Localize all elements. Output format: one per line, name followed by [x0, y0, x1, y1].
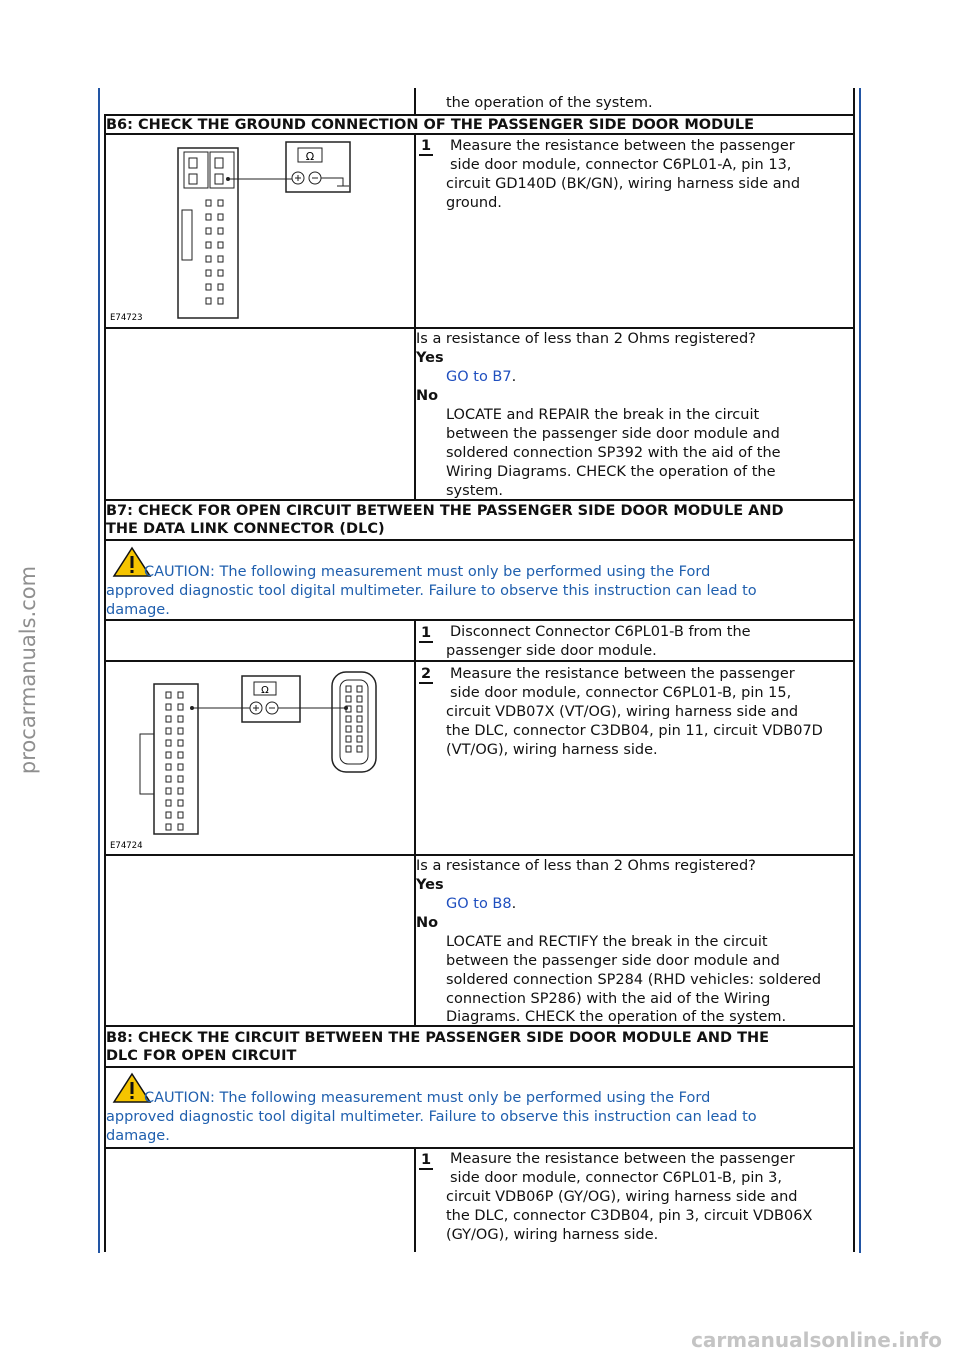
b7-no-label: No [416, 915, 439, 931]
row-rule [104, 1147, 855, 1149]
connector-dlc-diagram [108, 664, 408, 852]
connector-pin [189, 158, 197, 168]
b7-step1-line: passenger side door module. [446, 643, 657, 659]
ohm-symbol: Ω [261, 685, 269, 696]
b8-step1-line: Measure the resistance between the passenger [450, 1151, 795, 1167]
row-rule [104, 1066, 855, 1068]
b6-step1-line: Measure the resistance between the passenger [450, 138, 795, 154]
b7-heading-line: THE DATA LINK CONNECTOR (DLC) [106, 521, 385, 537]
b6-goto-link[interactable]: GO to B7 [446, 369, 512, 385]
b7-no-line: connection SP286) with the aid of the Wiring [446, 991, 771, 1007]
b7-no-line: LOCATE and RECTIFY the break in the circuit [446, 934, 768, 950]
b7-yes-label: Yes [416, 877, 444, 893]
b7-step2-line: the DLC, connector C3DB04, pin 11, circuit VDB07D [446, 723, 823, 739]
b7-step1-line: Disconnect Connector C6PL01-B from the [450, 624, 751, 640]
multimeter [286, 142, 350, 192]
dlc-connector-inner [340, 680, 368, 764]
b6-no-line: system. [446, 483, 504, 499]
b7-caution-line: approved diagnostic tool digital multimeter. Failure to observe this instruction can lead to [106, 583, 757, 599]
b6-heading: B6: CHECK THE GROUND CONNECTION OF THE PASSENGER SIDE DOOR MODULE [106, 117, 755, 133]
b6-no-label: No [416, 388, 439, 404]
connector-pin-13 [215, 174, 223, 184]
b8-step-number: 1 [420, 1152, 432, 1168]
b6-question: Is a resistance of less than 2 Ohms registered? [416, 331, 756, 347]
figure-id: E74724 [110, 841, 143, 851]
right-border-left [104, 114, 106, 1252]
b7-step2-line: (VT/OG), wiring harness side. [446, 742, 658, 758]
b6-step1-line: circuit GD140D (BK/GN), wiring harness side and [446, 176, 801, 192]
column-divider [414, 134, 416, 499]
row-rule [104, 619, 855, 621]
b6-yes-action: GO to B7. [446, 369, 517, 385]
multimeter [242, 676, 300, 722]
right-margin-bar [859, 88, 861, 1253]
b6-no-line: between the passenger side door module and [446, 426, 780, 442]
b7-caution-line: CAUTION: The following measurement must only be performed using the Ford [144, 564, 711, 580]
column-divider [414, 88, 416, 114]
connector-pin [189, 174, 197, 184]
row-rule [104, 327, 855, 329]
b7-step2-line: Measure the resistance between the passenger [450, 666, 795, 682]
figure-id: E74723 [110, 313, 143, 323]
b7-yes-action: GO to B8. [446, 896, 517, 912]
b7-heading-line: B7: CHECK FOR OPEN CIRCUIT BETWEEN THE PASSENGER SIDE DOOR MODULE AND [106, 503, 784, 519]
b8-caution-line: CAUTION: The following measurement must only be performed using the Ford [144, 1090, 711, 1106]
b7-step2-line: side door module, connector C6PL01-B, pin 15, [450, 685, 792, 701]
connector-latch [184, 152, 208, 188]
connector-pin-grid [206, 200, 223, 304]
ground-lead [321, 178, 343, 186]
previous-step-tail: the operation of the system. [446, 95, 653, 111]
b6-yes-label: Yes [416, 350, 444, 366]
side-watermark [8, 560, 48, 780]
b7-step-number: 1 [420, 625, 432, 641]
b8-step1-line: side door module, connector C6PL01-B, pin 3, [450, 1170, 783, 1186]
connector-ground-diagram [108, 138, 408, 324]
b6-no-line: soldered connection SP392 with the aid of the [446, 445, 781, 461]
right-border [853, 88, 855, 1252]
connector-key [182, 210, 192, 260]
b6-step1-line: side door module, connector C6PL01-A, pin 13, [450, 157, 792, 173]
procedure-document [104, 88, 855, 1252]
b7-step2-line: circuit VDB07X (VT/OG), wiring harness side and [446, 704, 799, 720]
b7-figure [108, 664, 408, 852]
side-watermark-text: procarmanuals.com [16, 565, 40, 775]
b8-step1-line: (GY/OG), wiring harness side. [446, 1227, 659, 1243]
dlc-connector [332, 672, 376, 772]
b8-step1-line: circuit VDB06P (GY/OG), wiring harness side and [446, 1189, 798, 1205]
b8-caution-line: approved diagnostic tool digital multimeter. Failure to observe this instruction can lead to [106, 1109, 757, 1125]
left-margin-bar [98, 88, 100, 1253]
connector-key [140, 734, 154, 794]
b7-goto-link[interactable]: GO to B8 [446, 896, 512, 912]
b7-no-line: between the passenger side door module and [446, 953, 780, 969]
b8-heading-line: B8: CHECK THE CIRCUIT BETWEEN THE PASSENGER SIDE DOOR MODULE AND THE [106, 1030, 770, 1046]
dlc-connector-pins [346, 686, 362, 752]
b6-figure [108, 138, 408, 324]
connector-pin [215, 158, 223, 168]
b6-no-line: Wiring Diagrams. CHECK the operation of the [446, 464, 776, 480]
connector-latch [210, 152, 234, 188]
b7-no-line: soldered connection SP284 (RHD vehicles: soldered [446, 972, 822, 988]
module-connector-pins [166, 692, 183, 830]
column-divider [414, 619, 416, 1025]
b7-caution-line: damage. [106, 602, 170, 618]
b7-step-number: 2 [420, 666, 432, 682]
column-divider [414, 1148, 416, 1252]
b8-caution-line: damage. [106, 1128, 170, 1144]
row-rule [104, 854, 855, 856]
row-rule [104, 539, 855, 541]
b8-heading-line: DLC FOR OPEN CIRCUIT [106, 1048, 297, 1064]
b6-step1-line: ground. [446, 195, 502, 211]
b6-step-number: 1 [420, 138, 432, 154]
bottom-watermark: carmanualsonline.info [691, 1328, 942, 1352]
b7-question: Is a resistance of less than 2 Ohms registered? [416, 858, 756, 874]
ohm-symbol: Ω [305, 150, 315, 163]
b6-no-line: LOCATE and REPAIR the break in the circuit [446, 407, 760, 423]
b8-step1-line: the DLC, connector C3DB04, pin 3, circuit VDB06X [446, 1208, 813, 1224]
b7-no-line: Diagrams. CHECK the operation of the system. [446, 1009, 787, 1025]
